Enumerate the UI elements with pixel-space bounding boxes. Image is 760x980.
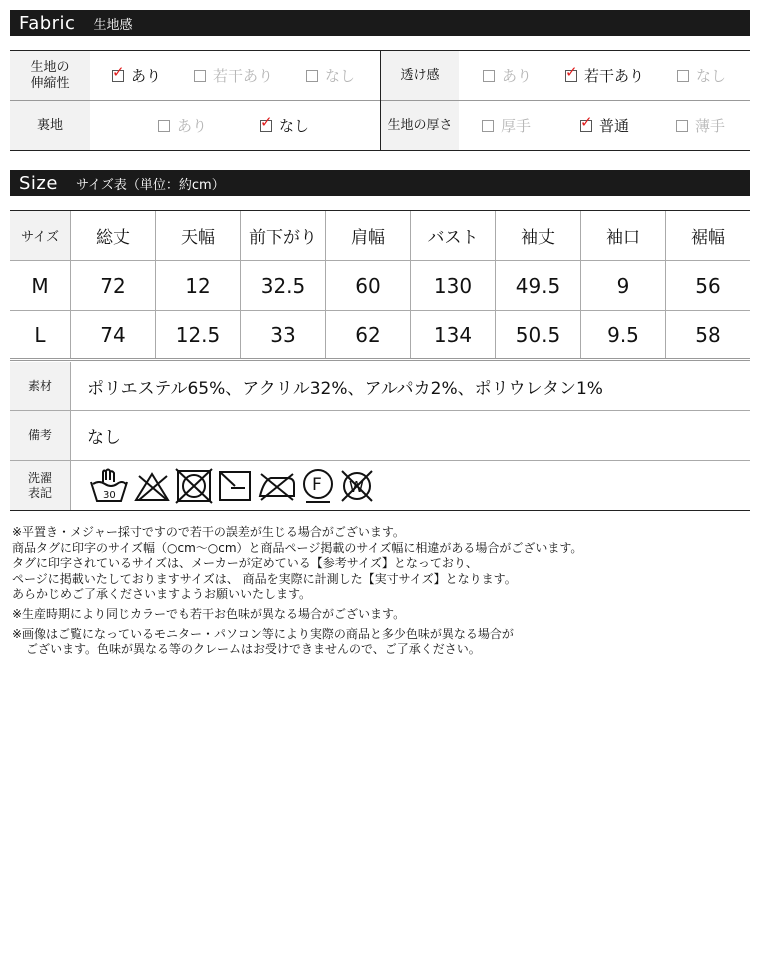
- table-cell: 58: [695, 322, 721, 347]
- option-label: あり: [131, 67, 162, 85]
- column-header: 総丈: [71, 211, 156, 260]
- fabric-divider: [380, 51, 381, 150]
- table-cell: 74: [71, 311, 156, 358]
- note-line: ※生産時期により同じカラーでも若干お色味が異なる場合がございます。: [12, 606, 406, 621]
- size-title: Size: [19, 172, 58, 194]
- care-label-line1: 洗濯: [27, 470, 52, 485]
- svg-text:W: W: [349, 477, 364, 496]
- size-subtitle: サイズ表（単位：約cm）: [75, 177, 225, 193]
- table-row: [10, 261, 750, 311]
- care-label: [10, 461, 71, 510]
- sheer-label: 透け感: [381, 51, 459, 100]
- thickness-label: 生地の厚さ: [381, 101, 459, 150]
- hand-wash-icon: [89, 468, 129, 504]
- lining-label: 裏地: [10, 101, 90, 150]
- checkbox-unchecked-icon: [677, 70, 689, 82]
- material-value: ポリエステル65%、アクリル32%、アルパカ2%、ポリウレタン1%: [87, 378, 603, 399]
- fabric-table: [10, 50, 750, 151]
- table-cell: 50.5: [496, 311, 581, 358]
- option-label: あり: [502, 67, 533, 85]
- option-label: なし: [279, 117, 310, 135]
- no-iron-icon: [257, 468, 297, 504]
- size-corner-label: サイズ: [10, 211, 71, 260]
- material-label: 素材: [10, 362, 71, 410]
- option-label: 普通: [599, 117, 630, 135]
- thickness-option-thick[interactable]: [482, 101, 531, 150]
- sheer-option-yes[interactable]: [483, 51, 532, 100]
- note-line: ※画像はご覧になっているモニター・パソコン等により実際の商品と多少色味が異なる場合が: [12, 626, 514, 641]
- option-label: 厚手: [501, 117, 532, 135]
- fabric-subtitle: 生地感: [93, 17, 133, 33]
- svg-text:30: 30: [103, 489, 116, 501]
- no-wet-clean-icon: [339, 468, 375, 504]
- note-line: ページに掲載いたしておりますサイズは、 商品を実際に計測した【実寸サイズ】となります。: [12, 571, 517, 586]
- dry-clean-f-icon: [301, 468, 335, 504]
- note-line: 商品タグに印字のサイズ幅（○cm〜○cm）と商品ページ掲載のサイズ幅に相違がある場合がございます。: [12, 540, 583, 555]
- fabric-section-header: [10, 10, 750, 36]
- no-tumble-dry-icon: [175, 468, 213, 504]
- fabric-title: Fabric: [19, 12, 76, 34]
- option-label: あり: [177, 117, 208, 135]
- note-line: タグに印字されているサイズは、メーカーが定めている【参考サイズ】となっており、: [12, 556, 478, 571]
- column-header: 前下がり: [241, 211, 326, 260]
- checkbox-checked-icon: ✓: [260, 112, 273, 131]
- remarks-row: [10, 411, 750, 461]
- size-label: L: [10, 311, 71, 358]
- no-bleach-icon: [133, 468, 171, 504]
- line-dry-shade-icon: [217, 468, 253, 504]
- checkbox-checked-icon: ✓: [580, 112, 593, 131]
- stretch-label-line1: 生地の: [30, 59, 70, 75]
- table-cell: 62: [326, 311, 411, 358]
- size-label: M: [10, 261, 71, 310]
- column-header: 袖丈: [496, 211, 581, 260]
- table-cell: 49.5: [496, 261, 581, 310]
- notes: [12, 525, 748, 658]
- option-label: なし: [325, 67, 356, 85]
- care-row: [10, 461, 750, 511]
- note-line: ※平置き・メジャー採寸ですので若干の誤差が生じる場合がございます。: [12, 525, 405, 539]
- table-cell: 130: [411, 261, 496, 310]
- checkbox-unchecked-icon: [194, 70, 206, 82]
- care-label-line2: 表記: [27, 485, 52, 500]
- column-header: 裾幅: [691, 228, 725, 248]
- table-cell: 9.5: [581, 311, 666, 358]
- stretch-label: [10, 51, 90, 100]
- checkbox-checked-icon: ✓: [565, 62, 578, 81]
- svg-text:F: F: [312, 474, 322, 495]
- table-cell: 9: [581, 261, 666, 310]
- option-label: 薄手: [695, 117, 726, 135]
- care-icons: [71, 461, 750, 510]
- note-line: あらかじめご了承くださいますようお願いいたします。: [12, 587, 312, 602]
- material-row: [10, 362, 750, 411]
- table-cell: 134: [411, 311, 496, 358]
- lining-option-no[interactable]: [260, 101, 309, 150]
- stretch-option-yes[interactable]: [112, 51, 161, 100]
- checkbox-checked-icon: ✓: [112, 62, 125, 81]
- thickness-option-thin[interactable]: [676, 101, 725, 150]
- option-label: 若干あり: [213, 67, 274, 85]
- checkbox-unchecked-icon: [676, 120, 688, 132]
- option-label: 若干あり: [584, 67, 645, 85]
- table-cell: 60: [326, 261, 411, 310]
- column-header: 肩幅: [326, 211, 411, 260]
- table-cell: 32.5: [241, 261, 326, 310]
- checkbox-unchecked-icon: [483, 70, 495, 82]
- checkbox-unchecked-icon: [482, 120, 494, 132]
- table-cell: 72: [71, 261, 156, 310]
- table-cell: 56: [695, 273, 721, 298]
- stretch-label-line2: 伸縮性: [30, 75, 70, 91]
- table-row: [10, 311, 750, 361]
- checkbox-unchecked-icon: [306, 70, 318, 82]
- table-cell: 33: [241, 311, 326, 358]
- size-section-header: [10, 170, 750, 196]
- column-header: 袖口: [581, 211, 666, 260]
- column-header: 天幅: [156, 211, 241, 260]
- sheer-option-slight[interactable]: [565, 51, 644, 100]
- size-header-row: [10, 211, 750, 261]
- remarks-value: なし: [87, 428, 121, 448]
- lining-option-yes[interactable]: [158, 101, 207, 150]
- option-label: なし: [696, 67, 727, 85]
- table-cell: 12: [156, 261, 241, 310]
- sheer-option-no[interactable]: [677, 51, 726, 100]
- thickness-option-normal[interactable]: [580, 101, 629, 150]
- stretch-option-no[interactable]: [306, 51, 355, 100]
- table-cell: 12.5: [156, 311, 241, 358]
- stretch-option-slight[interactable]: [194, 51, 273, 100]
- remarks-label: 備考: [10, 411, 71, 460]
- note-line: ございます。色味が異なる等のクレームはお受けできませんので、ご了承ください。: [26, 642, 481, 657]
- column-header: バスト: [411, 211, 496, 260]
- checkbox-unchecked-icon: [158, 120, 170, 132]
